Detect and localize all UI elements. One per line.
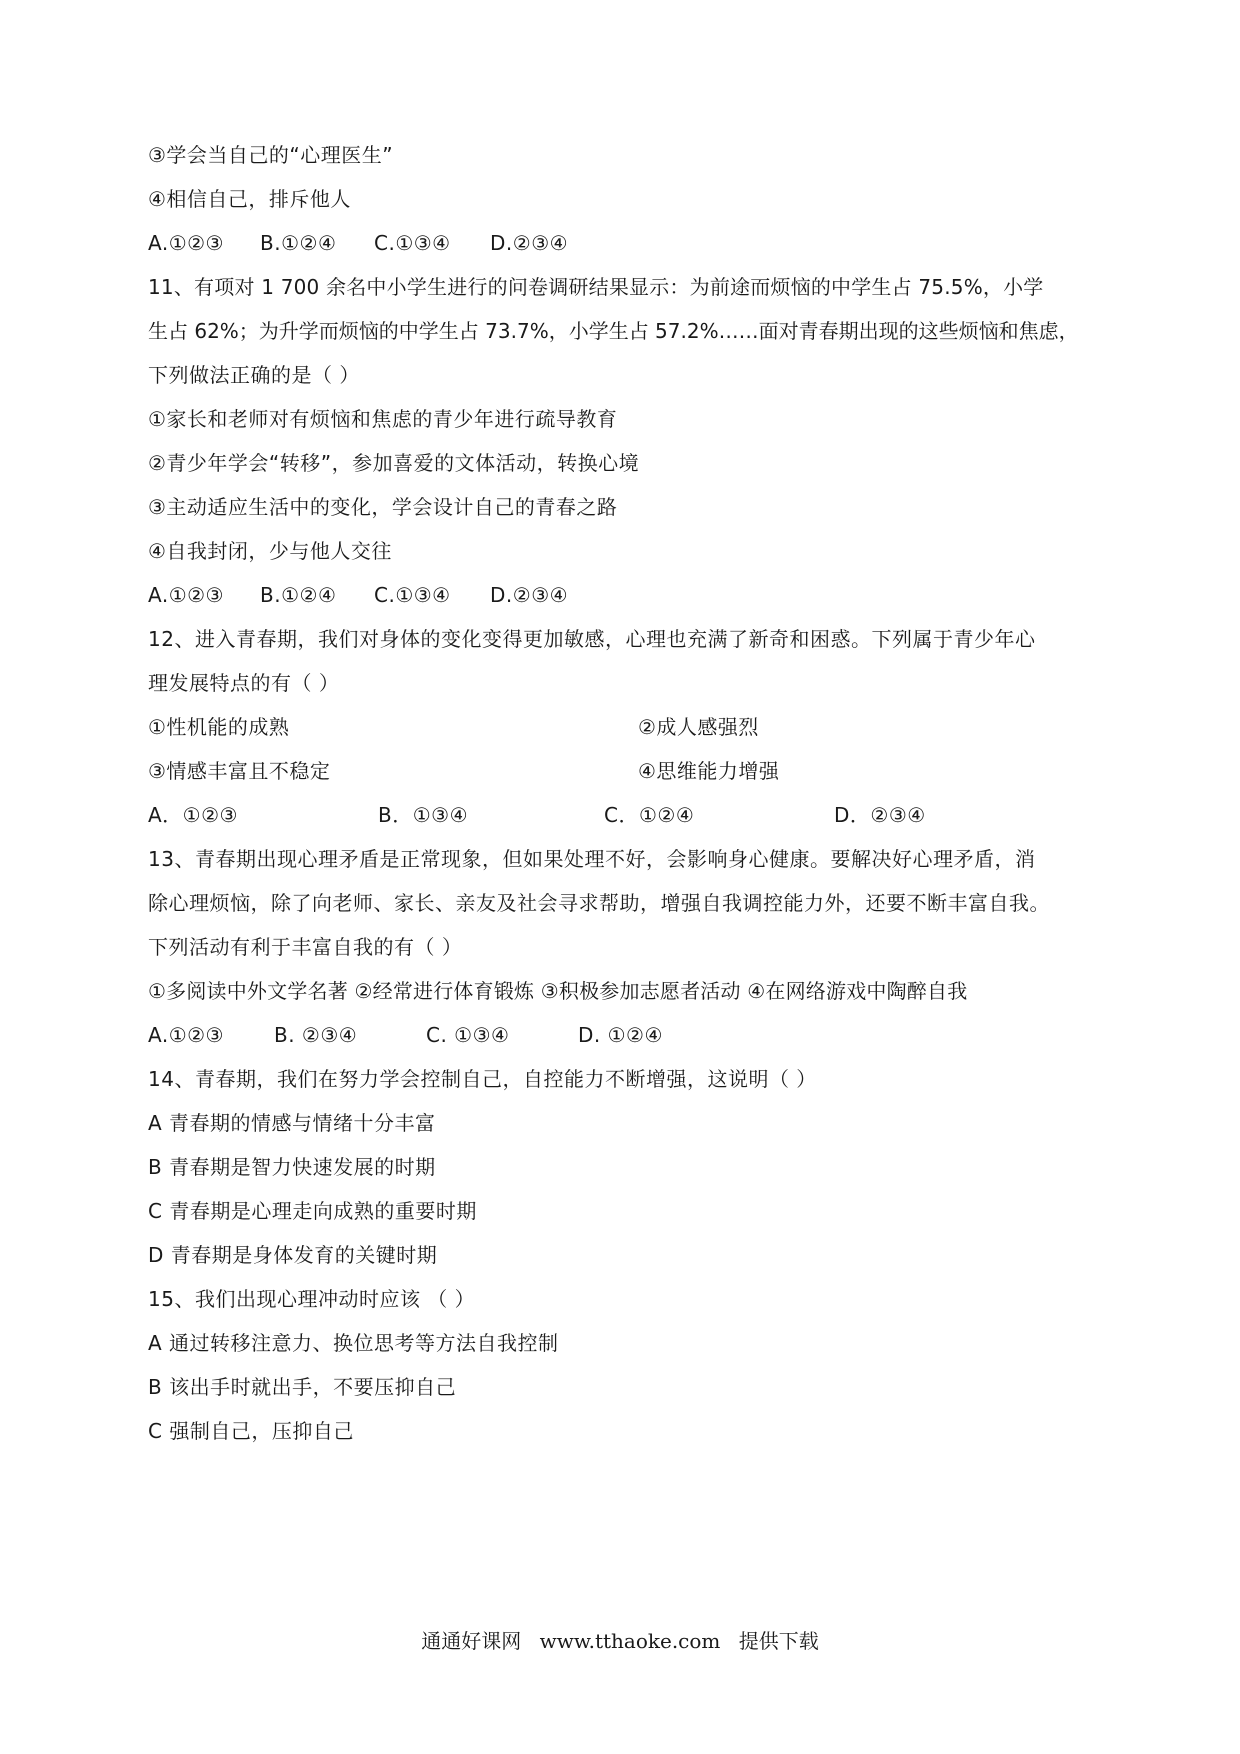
q13-option-b: B. ②③④ [274, 1023, 358, 1047]
q12-stem-line-1: 12、进入青春期，我们对身体的变化变得更加敏感，心理也充满了新奇和困惑。下列属于青少年心 [148, 627, 1036, 651]
q10-option-d: D.②③④ [490, 231, 569, 255]
q13-option-a: A.①②③ [148, 1023, 224, 1047]
q11-stem-line-3: 下列做法正确的是（ ） [148, 363, 360, 387]
q12-option-b: B．①③④ [378, 803, 469, 827]
q14-option-b: B 青春期是智力快速发展的时期 [148, 1155, 436, 1179]
q13-option-d: D. ①②④ [578, 1023, 663, 1047]
q11-option-c: C.①③④ [374, 583, 451, 607]
q11-option-a: A.①②③ [148, 583, 224, 607]
q14-option-a: A 青春期的情感与情绪十分丰富 [148, 1111, 436, 1135]
q11-item-1: ①家长和老师对有烦恼和焦虑的青少年进行疏导教育 [148, 407, 618, 431]
q15-option-b: B 该出手时就出手，不要压抑自己 [148, 1375, 457, 1399]
q12-item-4: ④思维能力增强 [638, 759, 780, 783]
q10-item-4: ④相信自己，排斥他人 [148, 187, 351, 211]
q15-option-c: C 强制自己，压抑自己 [148, 1419, 354, 1443]
q12-item-1: ①性机能的成熟 [148, 715, 290, 739]
q12-item-3: ③情感丰富且不稳定 [148, 759, 331, 783]
footer-site-name: 通通好课网 [421, 1629, 522, 1653]
q12-item-2: ②成人感强烈 [638, 715, 759, 739]
q15-option-a: A 通过转移注意力、换位思考等方法自我控制 [148, 1331, 559, 1355]
q10-option-b: B.①②④ [260, 231, 337, 255]
q13-items: ①多阅读中外文学名著 ②经常进行体育锻炼 ③积极参加志愿者活动 ④在网络游戏中陶醉自我 [148, 979, 968, 1003]
q10-option-a: A.①②③ [148, 231, 224, 255]
q11-option-b: B.①②④ [260, 583, 337, 607]
q13-stem-line-2: 除心理烦恼，除了向老师、家长、亲友及社会寻求帮助，增强自我调控能力外，还要不断丰富自我。 [148, 891, 1050, 915]
q12-stem-line-2: 理发展特点的有（ ） [148, 671, 340, 695]
q11-option-d: D.②③④ [490, 583, 569, 607]
page-footer [0, 1627, 1240, 1655]
q12-option-c: C．①②④ [604, 803, 695, 827]
q15-stem: 15、我们出现心理冲动时应该 （ ） [148, 1287, 476, 1311]
q14-stem: 14、青春期，我们在努力学会控制自己，自控能力不断增强，这说明（ ） [148, 1067, 817, 1091]
q11-item-4: ④自我封闭，少与他人交往 [148, 539, 392, 563]
footer-url-link[interactable]: www.tthaoke.com [539, 1629, 721, 1653]
q14-option-c: C 青春期是心理走向成熟的重要时期 [148, 1199, 477, 1223]
q13-stem-line-3: 下列活动有利于丰富自我的有（ ） [148, 935, 463, 959]
q13-option-c: C. ①③④ [426, 1023, 510, 1047]
q10-item-3: ③学会当自己的“心理医生” [148, 143, 394, 167]
q13-stem-line-1: 13、青春期出现心理矛盾是正常现象，但如果处理不好，会影响身心健康。要解决好心理矛盾，消 [148, 847, 1036, 871]
q11-item-3: ③主动适应生活中的变化，学会设计自己的青春之路 [148, 495, 618, 519]
q11-stem-line-2: 生占 62%；为升学而烦恼的中学生占 73.7%，小学生占 57.2%……面对青春期出现的这些烦恼和焦虑， [148, 319, 1079, 343]
footer-note: 提供下载 [738, 1629, 819, 1653]
q11-item-2: ②青少年学会“转移”，参加喜爱的文体活动，转换心境 [148, 451, 640, 475]
q10-option-c: C.①③④ [374, 231, 451, 255]
q12-option-a: A．①②③ [148, 803, 238, 827]
q11-stem-line-1: 11、有项对 1 700 余名中小学生进行的问卷调研结果显示：为前途而烦恼的中学生占 75.5%，小学 [148, 275, 1044, 299]
q12-option-d: D．②③④ [834, 803, 926, 827]
q14-option-d: D 青春期是身体发育的关键时期 [148, 1243, 438, 1267]
